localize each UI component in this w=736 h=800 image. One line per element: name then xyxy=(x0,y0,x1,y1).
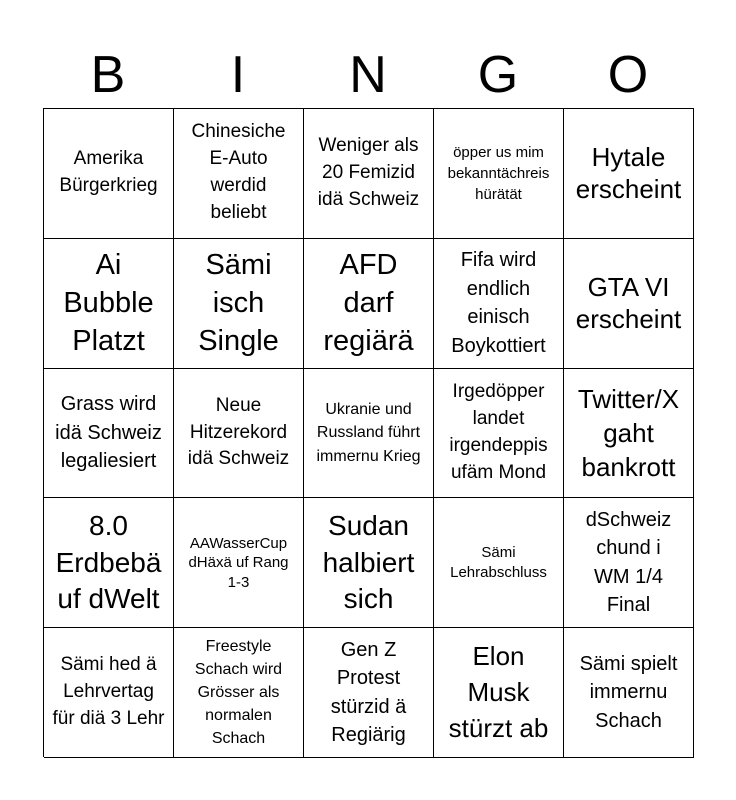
bingo-cell[interactable] xyxy=(564,109,694,239)
bingo-cell[interactable] xyxy=(564,369,694,499)
header-letter-n: N xyxy=(349,46,387,104)
bingo-cell[interactable] xyxy=(174,498,304,628)
cell-text: Hytale erscheint xyxy=(575,141,682,205)
bingo-cell[interactable] xyxy=(434,498,564,628)
cell-text: Ai Bubble Platzt xyxy=(63,248,154,358)
cell-text: Sudan halbiert sich xyxy=(322,510,415,614)
cell-text: 8.0 Erdbebä uf dWelt xyxy=(55,510,162,614)
bingo-cell[interactable] xyxy=(174,239,304,369)
bingo-cell[interactable] xyxy=(174,628,304,758)
cell-text: Sämi Lehrabschluss xyxy=(450,543,547,581)
header-letter-i: I xyxy=(230,46,246,104)
cell-text: GTA VI erscheint xyxy=(575,271,682,335)
cell-text: Sämi isch Single xyxy=(198,248,279,358)
bingo-cell[interactable] xyxy=(44,498,174,628)
cell-text: AAWasserCup dHäxä uf Rang 1-3 xyxy=(188,534,289,591)
bingo-header xyxy=(43,44,693,106)
cell-text: Freestyle Schach wird Grösser als normalen Schach xyxy=(194,637,283,748)
bingo-cell[interactable] xyxy=(304,239,434,369)
cell-text: dSchweiz chund i WM 1/4 Final xyxy=(585,509,672,617)
bingo-cell[interactable] xyxy=(434,628,564,758)
header-letter-o: O xyxy=(607,46,649,104)
bingo-cell[interactable] xyxy=(434,239,564,369)
cell-text: Sämi spielt immernu Schach xyxy=(579,653,678,732)
bingo-cell[interactable] xyxy=(304,628,434,758)
bingo-cell[interactable] xyxy=(564,628,694,758)
bingo-cell[interactable] xyxy=(44,369,174,499)
bingo-cell[interactable] xyxy=(44,628,174,758)
bingo-cell[interactable] xyxy=(174,369,304,499)
cell-text: AFD darf regiärä xyxy=(323,248,414,358)
cell-text: Grass wird idä Schweiz legaliesiert xyxy=(55,393,162,473)
bingo-cell[interactable] xyxy=(304,109,434,239)
cell-text: Chinesiche E-Auto werdid beliebt xyxy=(191,121,286,224)
header-letter-g: G xyxy=(477,46,519,104)
cell-text: Irgedöpper landet irgendeppis ufäm Mond xyxy=(449,381,548,483)
cell-text: Amerika Bürgerkrieg xyxy=(59,148,158,197)
cell-text: Gen Z Protest stürzid ä Regiärig xyxy=(330,638,407,746)
bingo-cell[interactable] xyxy=(434,109,564,239)
cell-text: Weniger als 20 Femizid idä Schweiz xyxy=(317,134,420,210)
bingo-board xyxy=(43,108,694,757)
bingo-cell[interactable] xyxy=(304,498,434,628)
cell-text: Elon Musk stürzt ab xyxy=(448,640,549,743)
cell-text: Sämi hed ä Lehrvertag für diä 3 Lehr xyxy=(52,654,165,730)
cell-text: Twitter/X gaht bankrott xyxy=(577,383,680,483)
cell-text: Ukranie und Russland führt immernu Krieg xyxy=(316,401,421,465)
cell-text: öpper us mim bekanntächreis hürätät xyxy=(447,143,550,203)
bingo-cell[interactable] xyxy=(564,239,694,369)
bingo-cell[interactable] xyxy=(564,498,694,628)
cell-text: Fifa wird endlich einisch Boykottiert xyxy=(451,249,546,357)
bingo-cell[interactable] xyxy=(174,109,304,239)
cell-text: Neue Hitzerekord idä Schweiz xyxy=(187,394,290,470)
bingo-cell[interactable] xyxy=(434,369,564,499)
bingo-cell[interactable] xyxy=(304,369,434,499)
header-letter-b: B xyxy=(90,46,126,104)
bingo-cell[interactable] xyxy=(44,109,174,239)
bingo-cell[interactable] xyxy=(44,239,174,369)
